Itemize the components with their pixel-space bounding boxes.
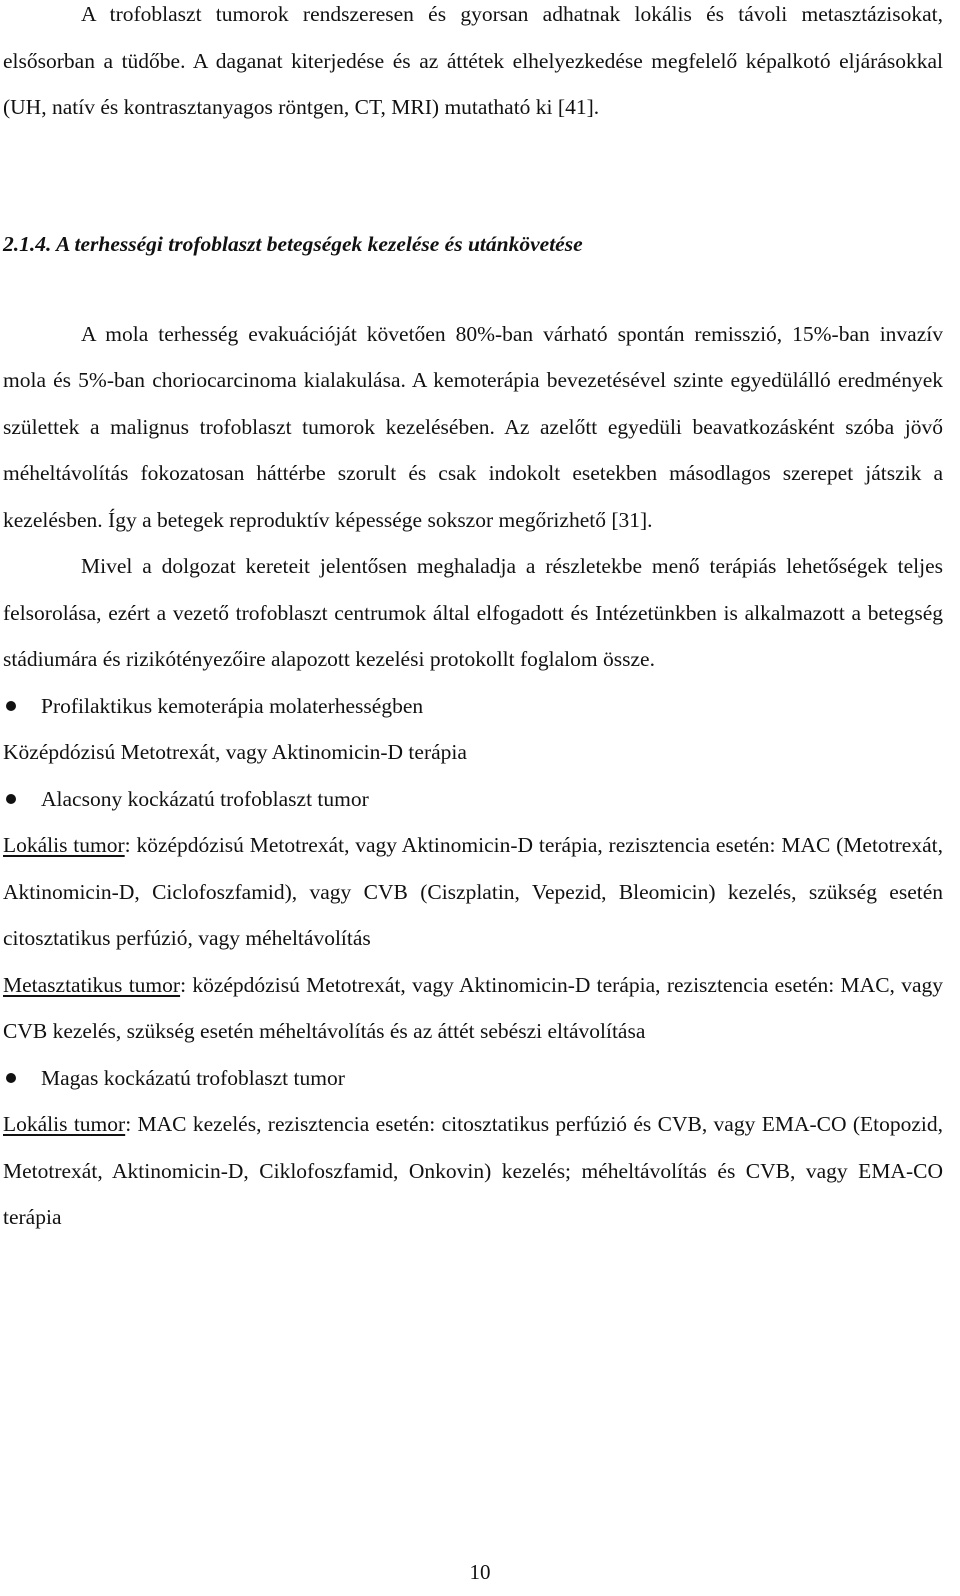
treatment-line: [3, 962, 943, 1055]
bullet-title: Alacsony kockázatú trofoblaszt tumor: [41, 786, 369, 811]
treatment-text: : középdózisú Metotrexát, vagy Aktinomicin-D terápia, rezisztencia esetén: MAC, vagy CVB kezelés, szükség esetén méheltávolítás és az áttét sebészi eltávolítása: [3, 972, 943, 1043]
intro-paragraph: A trofoblaszt tumorok rendszeresen és gyorsan adhatnak lokális és távoli metasztázisokat, elsősorban a tüdőbe. A daganat kiterjedése és az áttétek elhelyezkedése megfelelő képalkotó eljárásokkal (UH, natív és kontrasztanyagos röntgen, CT, MRI) mutatható ki [41].: [3, 2, 943, 119]
bullet-dot-icon: [6, 1073, 16, 1083]
treatment-text: : MAC kezelés, rezisztencia esetén: citosztatikus perfúzió és CVB, vagy EMA-CO (Etopozid, Metotrexát, Aktinomicin-D, Ciklofoszfamid, Onkovin) kezelés; méheltávolítás és CVB, vagy EMA-CO terápia: [3, 1112, 943, 1229]
treatment-line: [3, 822, 943, 962]
treatment-label: Metasztatikus tumor: [3, 972, 181, 997]
body-paragraph-1: A mola terhesség evakuációját követően 80%-ban várható spontán remisszió, 15%-ban invazív mola és 5%-ban choriocarcinoma kialakulása. A kemoterápia bevezetésével szinte egyedülálló eredmények születtek a malignus trofoblaszt tumorok kezelésében. Az azelőtt egyedüli beavatkozásként szóba jövő méheltávolítás fokozatosan háttérbe szorult és csak indokolt esetekben másodlagos szerepet játszik a kezelésben. Így a betegek reproduktív képessége sokszor megőrizhető [31].: [3, 321, 943, 532]
treatment-label: Lokális tumor: [3, 833, 125, 857]
treatment-line: [3, 1101, 943, 1241]
bullet-item: [3, 776, 943, 823]
body-paragraph-2: Mivel a dolgozat kereteit jelentősen meghaladja a részletekbe menő terápiás lehetőségek teljes felsorolása, ezért a vezető trofoblaszt centrumok által elfogadott és Intézetünkben is alkalmazott a betegség stádiumára és rizikótényezőire alapozott kezelési protokollt foglalom össze.: [3, 554, 943, 671]
treatment-text: : középdózisú Metotrexát, vagy Aktinomicin-D terápia, rezisztencia esetén: MAC (Metotrexát, Aktinomicin-D, Ciclofoszfamid), vagy CVB (Ciszplatin, Vepezid, Bleomicin) kezelés, szükség esetén citosztatikus perfúzió, vagy méheltávolítás: [3, 833, 943, 950]
treatment-text: Középdózisú Metotrexát, vagy Aktinomicin-D terápia: [3, 740, 467, 764]
bullet-dot-icon: [6, 794, 16, 804]
treatment-line: [3, 729, 943, 776]
bullet-item: [3, 1055, 943, 1102]
bullet-title: Profilaktikus kemoterápia molaterhességben: [41, 693, 424, 718]
section-heading: 2.1.4. A terhességi trofoblaszt betegségek kezelése és utánkövetése: [3, 231, 583, 256]
document-page: [3, 0, 943, 1241]
treatment-label: Lokális tumor: [3, 1112, 126, 1136]
bullet-item: [3, 683, 943, 730]
page-number: 10: [469, 1560, 491, 1584]
bullet-title: Magas kockázatú trofoblaszt tumor: [41, 1065, 345, 1090]
bullet-dot-icon: [6, 701, 16, 711]
